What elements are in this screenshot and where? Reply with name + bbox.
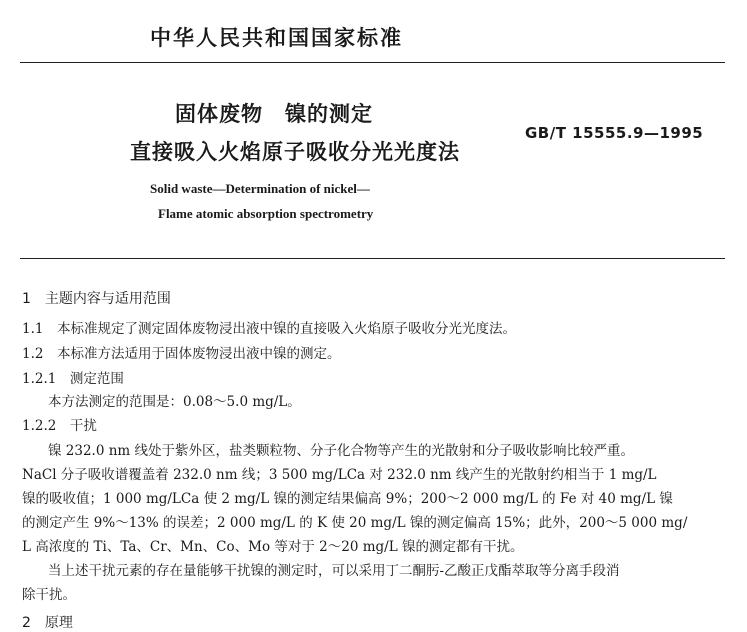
title-rule	[20, 258, 725, 259]
paragraph-line: 镍的吸收值；1 000 mg/LCa 使 2 mg/L 镍的测定结果偏高 9%；200～2 000 mg/L 的 Fe 对 40 mg/L 镍	[22, 491, 673, 507]
section-1-heading: 1 主题内容与适用范围	[22, 291, 171, 307]
clause-1-2-2: 1.2.2 干扰	[22, 418, 97, 434]
header-rule	[20, 62, 725, 63]
paragraph-line: 的测定产生 9%～13% 的误差；2 000 mg/L 的 K 使 20 mg/L 镍的测定偏高 15%；此外，200～5 000 mg/	[22, 515, 688, 531]
section-2-heading: 2 原理	[22, 615, 73, 631]
clause-1-1: 1.1 本标准规定了测定固体废物浸出液中镍的直接吸入火焰原子吸收分光光度法。	[22, 321, 516, 337]
title-en-line2: Flame atomic absorption spectrometry	[158, 206, 374, 221]
clause-1-2: 1.2 本标准方法适用于固体废物浸出液中镍的测定。	[22, 346, 341, 362]
clause-1-2-1-text: 本方法测定的范围是：0.08～5.0 mg/L。	[48, 394, 301, 410]
paragraph-line: L 高浓度的 Ti、Ta、Cr、Mn、Co、Mo 等对于 2～20 mg/L 镍的测定都有干扰。	[22, 539, 524, 555]
title-cn-line1: 固体废物 镍的测定	[175, 102, 373, 126]
issuing-authority: 中华人民共和国国家标准	[150, 26, 403, 50]
paragraph-line: 镍 232.0 nm 线处于紫外区，盐类颗粒物、分子化合物等产生的光散射和分子吸收影响比较严重。	[48, 443, 635, 459]
paragraph-line: NaCl 分子吸收谱覆盖着 232.0 nm 线；3 500 mg/LCa 对 232.0 nm 线产生的光散射约相当于 1 mg/L	[22, 467, 657, 483]
clause-1-2-1: 1.2.1 测定范围	[22, 371, 124, 387]
paragraph-line: 除干扰。	[22, 587, 76, 603]
title-cn-line2: 直接吸入火焰原子吸收分光光度法	[130, 140, 460, 164]
title-en-line1: Solid waste—Determination of nickel—	[150, 181, 370, 196]
standard-number: GB/T 15555.9—1995	[525, 124, 704, 142]
paragraph-line: 当上述干扰元素的存在量能够干扰镍的测定时，可以采用丁二酮肟-乙酸正戊酯萃取等分离手段消	[48, 563, 620, 579]
